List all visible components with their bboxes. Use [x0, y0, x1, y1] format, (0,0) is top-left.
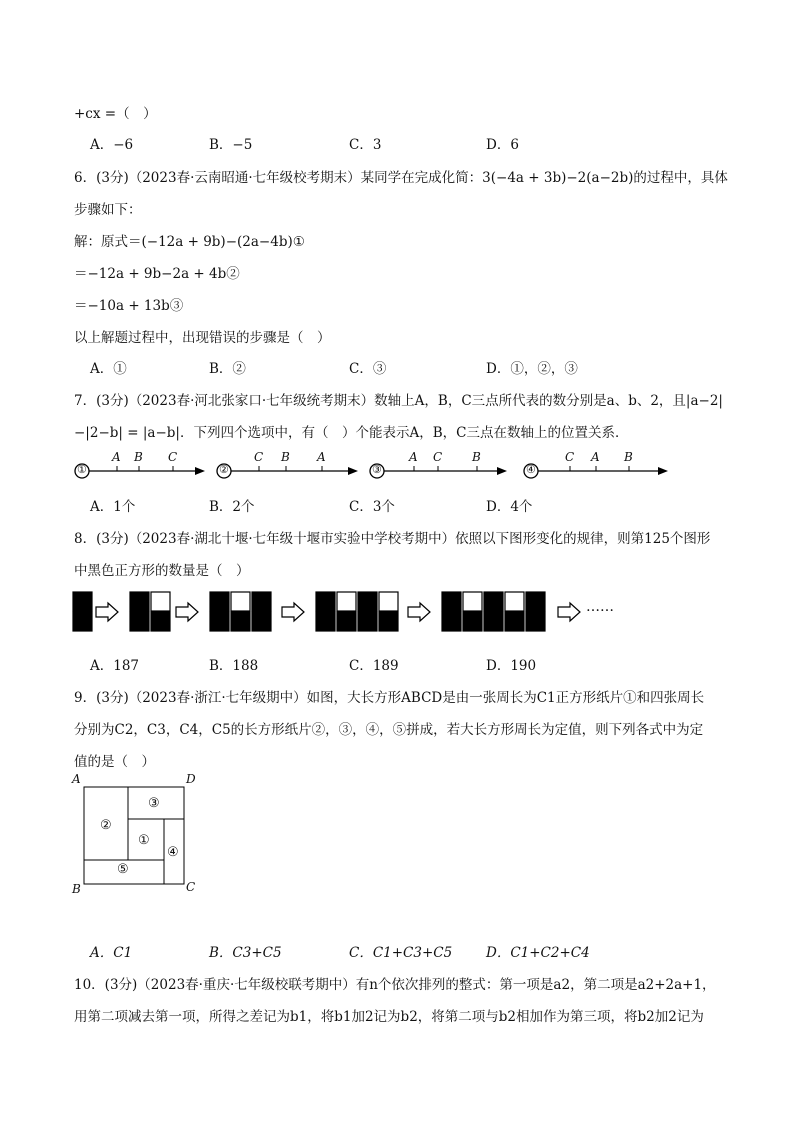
- q7-axis2-point-b: B: [281, 450, 290, 464]
- q7-axis3-index: ③: [372, 463, 382, 476]
- q8-option-d[interactable]: D．190: [486, 658, 537, 674]
- q6-question: 以上解题过程中，出现错误的步骤是（ ）: [74, 330, 331, 346]
- q9-stem-line2: 分别为C2，C3，C4，C5的长方形纸片②，③，④，⑤拼成，若大长方形周长为定值，则下列各式中为定: [74, 722, 704, 738]
- q7-axis3-point-c: C: [433, 450, 443, 464]
- q7-axis3-point-a: A: [409, 450, 418, 464]
- q9-rectangle-figure: [70, 772, 210, 902]
- q7-option-c[interactable]: C．3个: [349, 499, 395, 515]
- q5-option-d[interactable]: D．6: [486, 137, 519, 153]
- q6-option-a[interactable]: A．①: [90, 361, 127, 377]
- q7-number-line-3: [369, 450, 519, 480]
- q7-axis4-index: ④: [526, 463, 536, 476]
- q9-piece-1: ①: [138, 833, 150, 848]
- q6-step3: ＝−10a + 13b③: [74, 298, 184, 314]
- q7-axis1-point-c: C: [168, 450, 178, 464]
- q7-axis1-point-b: B: [134, 450, 143, 464]
- q7-number-line-1: [74, 450, 214, 480]
- q7-axis4-point-c: C: [565, 450, 575, 464]
- q7-option-b[interactable]: B．2个: [209, 499, 255, 515]
- q7-option-d[interactable]: D．4个: [486, 499, 533, 515]
- q6-option-c[interactable]: C．③: [349, 361, 387, 377]
- q7-option-a[interactable]: A．1个: [90, 499, 136, 515]
- q5-tail: +cx =（ ）: [74, 106, 157, 122]
- q7-stem-line2: −|2−b| = |a−b|．下列四个选项中，有（ ）个能表示A，B，C三点在数轴上的位置关系．: [74, 425, 629, 441]
- q9-stem-line3: 值的是（ ）: [74, 754, 155, 770]
- q5-option-b[interactable]: B．−5: [209, 137, 253, 153]
- q8-option-a[interactable]: A．187: [90, 658, 140, 674]
- q5-option-c[interactable]: C．3: [349, 137, 382, 153]
- q5-option-a[interactable]: A．−6: [90, 137, 134, 153]
- q9-option-c[interactable]: C．C1+C3+C5: [349, 945, 453, 961]
- q10-stem-line1: 10．(3分)（2023春·重庆·七年级校联考期中）有n个依次排列的整式：第一项是a2，第二项是a2+2a+1，: [74, 977, 716, 993]
- q6-stem-line2: 步骤如下：: [74, 202, 142, 218]
- q7-axis1-index: ①: [77, 463, 87, 476]
- q9-piece-4: ④: [167, 845, 179, 860]
- q9-label-a: A: [72, 772, 81, 786]
- q9-label-c: C: [186, 880, 196, 894]
- q8-option-c[interactable]: C．189: [349, 658, 399, 674]
- q7-axis2-point-c: C: [254, 450, 264, 464]
- q7-axis4-point-b: B: [624, 450, 633, 464]
- q8-ellipsis: ……: [586, 599, 614, 615]
- q8-option-b[interactable]: B．188: [209, 658, 259, 674]
- q8-stem-line1: 8．(3分)（2023春·湖北十堰·七年级十堰市实验中学校考期中）依照以下图形变化的规律，则第125个图形: [74, 531, 711, 547]
- q8-stem-line2: 中黑色正方形的数量是（ ）: [74, 563, 250, 579]
- q7-number-line-4: [523, 450, 673, 480]
- q9-piece-5: ⑤: [117, 862, 129, 877]
- q6-step1: 解：原式＝(−12a + 9b)−(2a−4b)①: [74, 234, 305, 250]
- q9-stem-line1: 9．(3分)（2023春·浙江·七年级期中）如图，大长方形ABCD是由一张周长为C1正方形纸片①和四张周长: [74, 690, 705, 706]
- q6-stem-line1: 6．(3分)（2023春·云南昭通·七年级校考期末）某同学在完成化简：3(−4a + 3b)−2(a−2b)的过程中，具体: [74, 170, 728, 186]
- q6-option-b[interactable]: B．②: [209, 361, 246, 377]
- q7-axis3-point-b: B: [472, 450, 481, 464]
- q6-step2: ＝−12a + 9b−2a + 4b②: [74, 266, 240, 282]
- q8-pattern-figure: [72, 591, 632, 633]
- q9-option-d[interactable]: D．C1+C2+C4: [486, 945, 590, 961]
- q9-label-d: D: [186, 772, 196, 786]
- q7-axis2-index: ②: [219, 463, 229, 476]
- q7-axis1-point-a: A: [112, 450, 121, 464]
- q9-option-a[interactable]: A．C1: [90, 945, 133, 961]
- q7-number-line-2: [216, 450, 366, 480]
- q6-option-d[interactable]: D．①，②，③: [486, 361, 578, 377]
- q7-stem-line1: 7．(3分)（2023春·河北张家口·七年级统考期末）数轴上A，B，C三点所代表的数分别是a、b、2，且|a−2|: [74, 393, 723, 409]
- q10-stem-line2: 用第二项减去第一项，所得之差记为b1，将b1加2记为b2，将第二项与b2相加作为第三项，将b2加2记为: [74, 1009, 704, 1025]
- q7-axis2-point-a: A: [317, 450, 326, 464]
- q9-label-b: B: [72, 882, 81, 896]
- q9-option-b[interactable]: B．C3+C5: [209, 945, 282, 961]
- q7-axis4-point-a: A: [591, 450, 600, 464]
- q9-piece-2: ②: [100, 818, 112, 833]
- q9-piece-3: ③: [148, 796, 160, 811]
